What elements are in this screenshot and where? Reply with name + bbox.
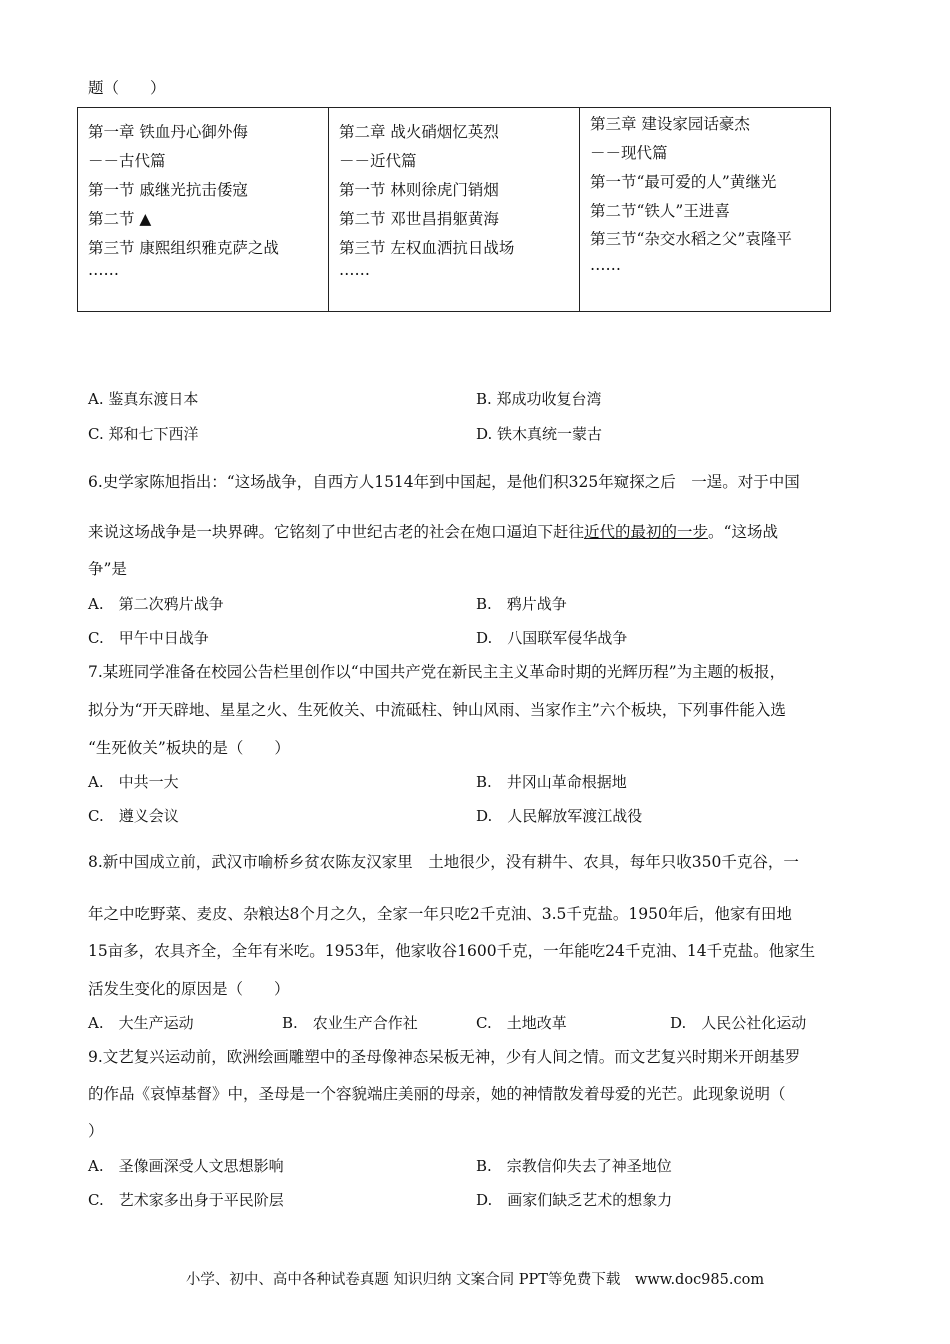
q6-option-c[interactable]: C. 甲午中日战争 [88, 629, 209, 647]
outline-line: 第一节 林则徐虎门销烟 [339, 181, 499, 199]
q6-stem-line-1: 6.史学家陈旭指出：“这场战争，自西方人1514年到中国起，是他们积325年窥探之后 一逞。对于中国 [88, 473, 800, 491]
q6-underlined-phrase: 近代的最初的一步 [584, 523, 709, 541]
chapter-outline-table [77, 107, 831, 312]
outline-ellipsis: …… [88, 261, 119, 279]
outline-line: 第三节 左权血洒抗日战场 [339, 239, 515, 257]
outline-ellipsis: …… [339, 261, 370, 279]
q5-option-b[interactable]: B. 郑成功收复台湾 [476, 390, 602, 408]
q8-option-a[interactable]: A. 大生产运动 [88, 1014, 194, 1032]
q6-option-a[interactable]: A. 第二次鸦片战争 [88, 595, 224, 613]
q8-stem-line-3: 15亩多，农具齐全，全年有米吃。1953年，他家收谷1600千克，一年能吃24千克油、14千克盐。他家生 [88, 942, 816, 960]
q8-stem-line-2: 年之中吃野菜、麦皮、杂粮达8个月之久，全家一年只吃2千克油、3.5千克盐。1950年后，他家有田地 [88, 905, 792, 923]
q9-option-c[interactable]: C. 艺术家多出身于平民阶层 [88, 1191, 284, 1209]
outline-line: 第三节 康熙组织雅克萨之战 [88, 239, 279, 257]
q6-stem-text: 来说这场战争是一块界碑。它铭刻了中世纪古老的社会在炮口逼迫下赶往 [88, 523, 585, 541]
outline-line: 第三章 建设家园话豪杰 [590, 115, 750, 133]
q7-stem-line-2: 拟分为“开天辟地、星星之火、生死攸关、中流砥柱、钟山风雨、当家作主”六个板块，下列事件能入选 [88, 701, 786, 719]
q9-option-b[interactable]: B. 宗教信仰失去了神圣地位 [476, 1157, 672, 1175]
outline-line: 第一节“最可爱的人”黄继光 [590, 173, 777, 191]
q8-option-d[interactable]: D. 人民公社化运动 [670, 1014, 807, 1032]
q6-stem-line-3: 争”是 [88, 560, 127, 578]
q5-option-c[interactable]: C. 郑和七下西洋 [88, 425, 199, 443]
q9-option-d[interactable]: D. 画家们缺乏艺术的想象力 [476, 1191, 673, 1209]
q5-option-a[interactable]: A. 鉴真东渡日本 [88, 390, 199, 408]
outline-line: －－现代篇 [590, 144, 668, 162]
outline-column-ancient [78, 108, 329, 312]
q6-option-d[interactable]: D. 八国联军侵华战争 [476, 629, 628, 647]
q5-option-d[interactable]: D. 铁木真统一蒙古 [476, 425, 603, 443]
outline-line: 第一节 戚继光抗击倭寇 [88, 181, 248, 199]
outline-line: －－古代篇 [88, 152, 166, 170]
q6-stem-text: 。“这场战 [708, 523, 778, 541]
outline-column-modern [329, 108, 580, 312]
q9-stem-line-2: 的作品《哀悼基督》中，圣母是一个容貌端庄美丽的母亲，她的神情散发着母爱的光芒。此现象说明（ [88, 1085, 786, 1103]
q8-option-c[interactable]: C. 土地改革 [476, 1014, 567, 1032]
outline-ellipsis: …… [590, 256, 621, 274]
outline-line: －－近代篇 [339, 152, 417, 170]
q8-stem-line-1: 8.新中国成立前，武汉市喻桥乡贫农陈友汉家里 土地很少，没有耕牛、农具，每年只收350千克谷，一 [88, 853, 799, 871]
page-footer: 小学、初中、高中各种试卷真题 知识归纳 文案合同 PPT等免费下载 www.doc985.com [185, 1272, 765, 1288]
q7-option-a[interactable]: A. 中共一大 [88, 773, 179, 791]
q6-option-b[interactable]: B. 鸦片战争 [476, 595, 567, 613]
q7-option-c[interactable]: C. 遵义会议 [88, 807, 179, 825]
q6-stem-line-2 [88, 520, 778, 542]
outline-line: 第二章 战火硝烟忆英烈 [339, 123, 499, 141]
q7-stem-line-1: 7.某班同学准备在校园公告栏里创作以“中国共产党在新民主主义革命时期的光辉历程”为主题的板报， [88, 663, 786, 681]
outline-line: 第二节 ▲ [88, 210, 152, 228]
q7-stem-line-3: “生死攸关”板块的是（ ） [88, 739, 290, 757]
q7-option-b[interactable]: B. 井冈山革命根据地 [476, 773, 627, 791]
q7-option-d[interactable]: D. 人民解放军渡江战役 [476, 807, 643, 825]
question-5-tail: 题（ ） [88, 79, 166, 97]
q9-stem-line-3: ） [88, 1122, 104, 1140]
outline-column-contemporary [580, 108, 831, 312]
q8-option-b[interactable]: B. 农业生产合作社 [282, 1014, 418, 1032]
q9-stem-line-1: 9.文艺复兴运动前，欧洲绘画雕塑中的圣母像神态呆板无神，少有人间之情。而文艺复兴时期米开朗基罗 [88, 1048, 801, 1066]
outline-line: 第二节 邓世昌捐躯黄海 [339, 210, 499, 228]
outline-line: 第一章 铁血丹心御外侮 [88, 123, 248, 141]
outline-line: 第二节“铁人”王进喜 [590, 202, 730, 220]
q8-stem-line-4: 活发生变化的原因是（ ） [88, 980, 290, 998]
outline-line: 第三节“杂交水稻之父”袁隆平 [590, 230, 792, 248]
q9-option-a[interactable]: A. 圣像画深受人文思想影响 [88, 1157, 284, 1175]
